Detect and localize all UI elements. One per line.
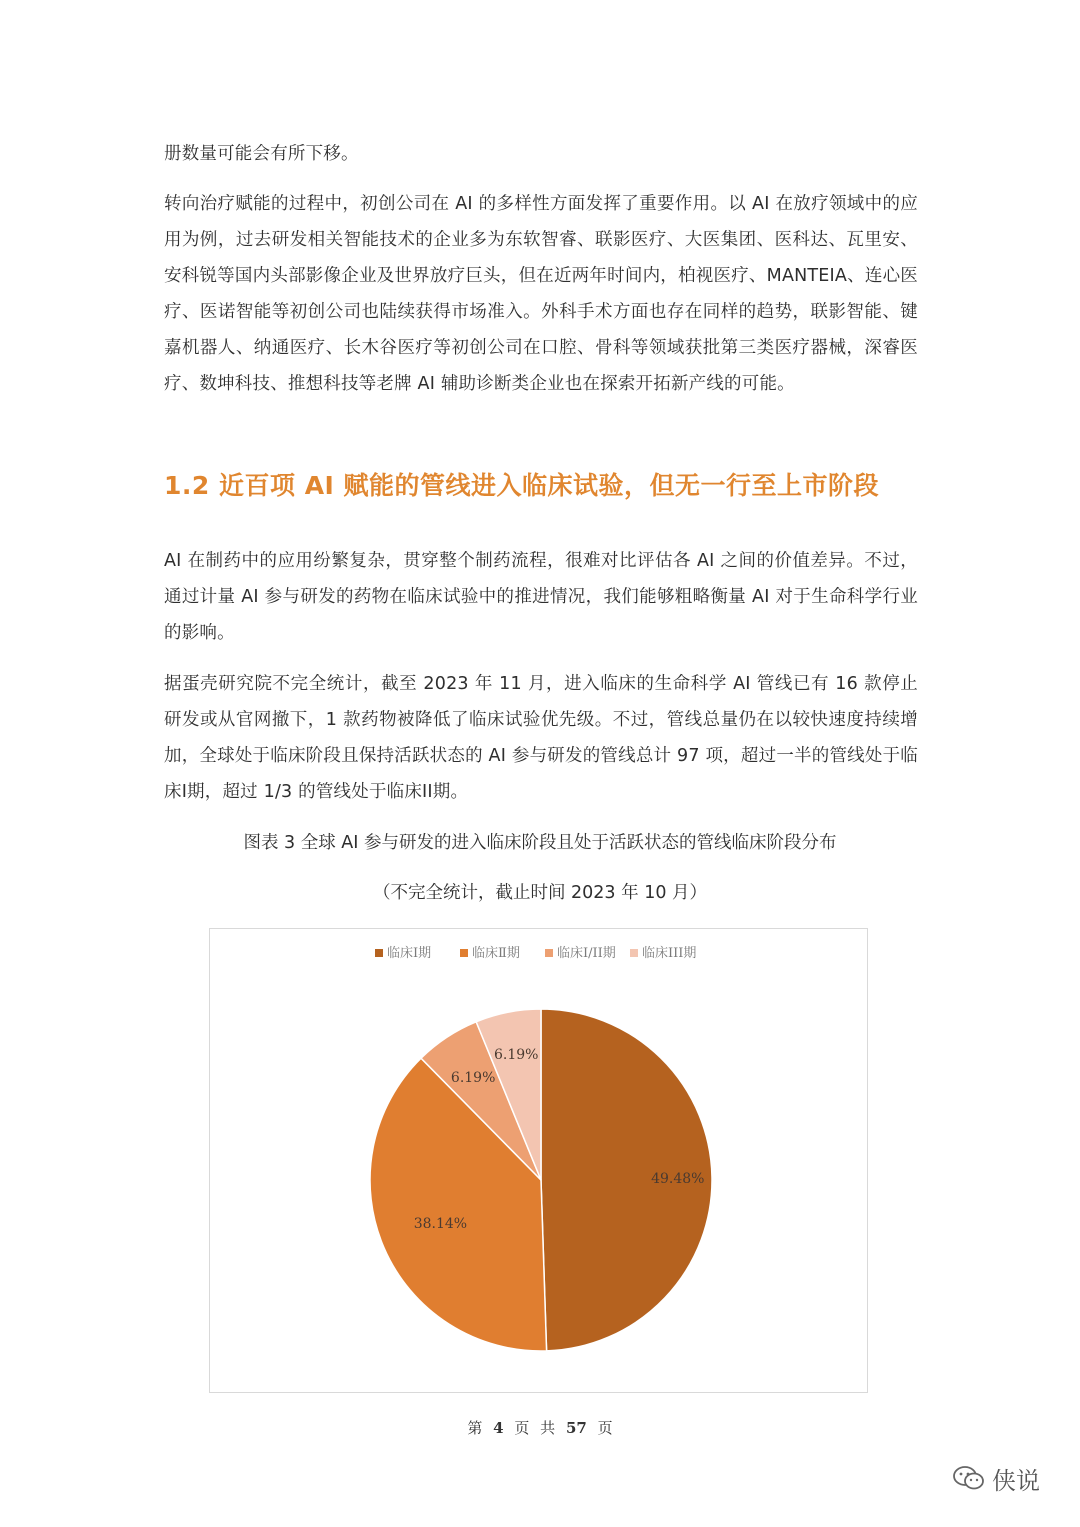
pie-data-label: 6.19%: [450, 1070, 496, 1087]
paragraph-4: 据蛋壳研究院不完全统计，截至 2023 年 11 月，进入临床的生命科学 AI 管线已有 16 款停止研发或从官网撤下，1 款药物被降低了临床试验优先级。不过，管线总量仍在以较快速度持续增加，全球处于临床阶段且保持活跃状态的 AI 参与研发的管线总计 97 项，超过一半的管线处于临床I期，超过 1/3 的管线处于临床II期。: [164, 674, 918, 802]
watermark-text: 侠说: [992, 1466, 1040, 1495]
legend-label: 临床I/II期: [557, 946, 616, 961]
pie-data-label: 38.14%: [413, 1216, 468, 1233]
legend-label: 临床III期: [642, 946, 697, 961]
section-heading: 1.2 近百项 AI 赋能的管线进入临床试验，但无一行至上市阶段: [164, 471, 880, 500]
legend-label: 临床Ⅱ期: [472, 946, 520, 961]
wechat-icon: [952, 1464, 986, 1492]
paragraph-1: 册数量可能会有所下移。: [164, 144, 359, 164]
page-footer: [0, 1414, 1080, 1442]
legend-label: 临床Ⅰ期: [387, 946, 432, 961]
legend-item: [375, 945, 431, 961]
paragraph-3: AI 在制药中的应用纷繁复杂，贯穿整个制药流程，很难对比评估各 AI 之间的价值差异。不过，通过计量 AI 参与研发的药物在临床试验中的推进情况，我们能够粗略衡量 AI 对于生命科学行业的影响。: [164, 551, 918, 643]
legend-swatch: [375, 949, 383, 957]
figure-subcaption: （不完全统计，截止时间 2023 年 10 月）: [372, 883, 708, 903]
legend-item: [460, 945, 520, 961]
footer-suffix: 页: [597, 1419, 613, 1437]
pie-chart-svg: [210, 929, 869, 1394]
legend-item: [545, 945, 616, 961]
watermark: [952, 1460, 1040, 1496]
legend-swatch: [545, 949, 553, 957]
footer-total-pages: 57: [565, 1419, 587, 1437]
legend-swatch: [460, 949, 468, 957]
footer-mid: 页 共: [514, 1419, 556, 1437]
footer-page-number: 4: [493, 1419, 504, 1437]
figure-caption: 图表 3 全球 AI 参与研发的进入临床阶段且处于活跃状态的管线临床阶段分布: [243, 833, 837, 853]
pie-data-label: 49.48%: [651, 1170, 705, 1187]
footer-prefix: 第: [467, 1419, 483, 1437]
legend-item: [630, 945, 696, 961]
pie-data-label: 6.19%: [493, 1047, 539, 1064]
paragraph-2: 转向治疗赋能的过程中，初创公司在 AI 的多样性方面发挥了重要作用。以 AI 在放疗领域中的应用为例，过去研发相关智能技术的企业多为东软智睿、联影医疗、大医集团、医科达、瓦里安、安科锐等国内头部影像企业及世界放疗巨头，但在近两年时间内，柏视医疗、MANTEIA、连心医疗、医诺智能等初创公司也陆续获得市场准入。外科手术方面也存在同样的趋势，联影智能、键嘉机器人、纳通医疗、长木谷医疗等初创公司在口腔、骨科等领域获批第三类医疗器械，深睿医疗、数坤科技、推想科技等老牌 AI 辅助诊断类企业也在探索开拓新产线的可能。: [164, 194, 918, 394]
pie-chart: [209, 928, 868, 1393]
legend-swatch: [630, 949, 638, 957]
